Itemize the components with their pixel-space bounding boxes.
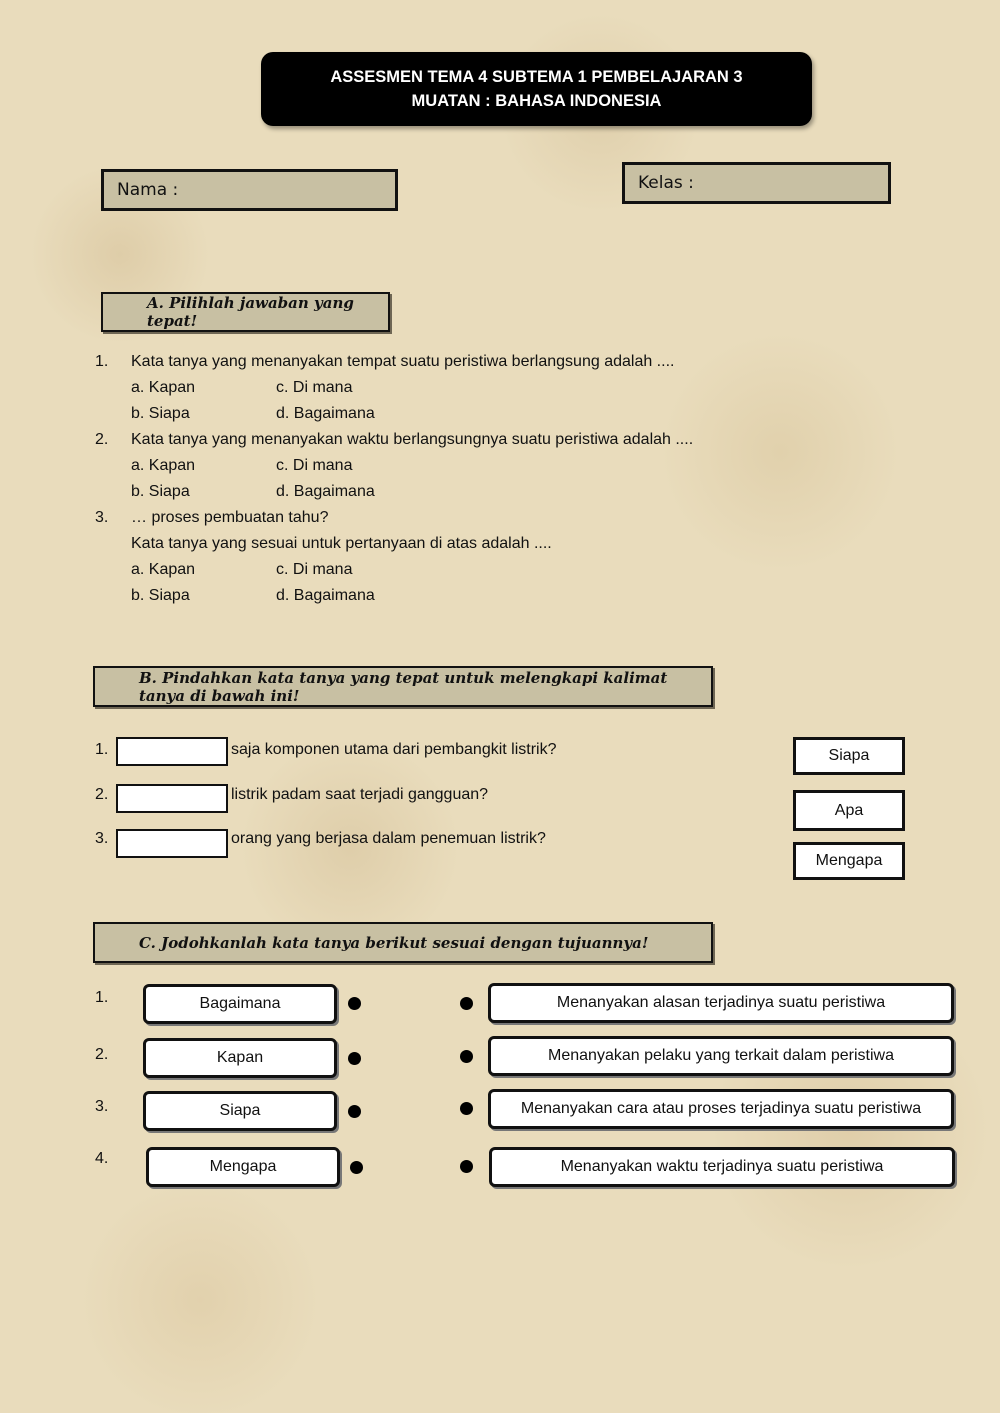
match-right-1[interactable] xyxy=(488,983,954,1023)
match-left-mengapa[interactable] xyxy=(146,1147,340,1187)
question-text: Kata tanya yang menanyakan tempat suatu peristiwa berlangsung adalah .... xyxy=(131,353,675,370)
class-label: Kelas : xyxy=(638,173,694,193)
word-label: Siapa xyxy=(828,747,870,764)
drop-slot-1[interactable] xyxy=(116,737,228,766)
option-c[interactable]: c. Di mana xyxy=(276,457,353,474)
fill-item-text: orang yang berjasa dalam penemuan listrik? xyxy=(231,830,546,847)
connector-dot-right-2[interactable] xyxy=(460,1050,473,1063)
question-text: … proses pembuatan tahu? xyxy=(131,509,329,526)
connector-dot-right-4[interactable] xyxy=(460,1160,473,1173)
match-left-label: Kapan xyxy=(216,1049,264,1066)
section-b-heading xyxy=(93,666,713,707)
question-number: 1. xyxy=(95,353,109,370)
connector-dot-left-1[interactable] xyxy=(348,997,361,1010)
draggable-word-siapa[interactable] xyxy=(793,737,905,775)
item-number: 1. xyxy=(95,741,109,758)
match-left-label: Siapa xyxy=(219,1102,261,1119)
item-number: 1. xyxy=(95,989,109,1006)
item-number: 2. xyxy=(95,786,109,803)
match-left-siapa[interactable] xyxy=(143,1091,337,1131)
name-label: Nama : xyxy=(117,180,179,200)
section-a-heading xyxy=(101,292,390,332)
fill-item-text: saja komponen utama dari pembangkit listrik? xyxy=(231,741,557,758)
section-c-heading xyxy=(93,922,713,963)
option-d[interactable]: d. Bagaimana xyxy=(276,405,375,422)
option-b[interactable]: b. Siapa xyxy=(131,405,190,422)
drop-slot-2[interactable] xyxy=(116,784,228,813)
option-b[interactable]: b. Siapa xyxy=(131,483,190,500)
match-right-2[interactable] xyxy=(488,1036,954,1076)
match-right-4[interactable] xyxy=(489,1147,955,1187)
item-number: 2. xyxy=(95,1046,109,1063)
word-label: Apa xyxy=(834,801,864,819)
connector-dot-left-3[interactable] xyxy=(348,1105,361,1118)
connector-dot-right-1[interactable] xyxy=(460,997,473,1010)
section-a-heading-text: A. Pilihlah jawaban yang tepat! xyxy=(147,294,354,330)
match-left-label: Bagaimana xyxy=(199,995,281,1012)
connector-dot-right-3[interactable] xyxy=(460,1102,473,1115)
match-right-label: Menanyakan alasan terjadinya suatu peristiwa xyxy=(556,994,886,1011)
title-line-1: ASSESMEN TEMA 4 SUBTEMA 1 PEMBELAJARAN 3 xyxy=(330,68,743,86)
name-field[interactable] xyxy=(101,169,398,211)
connector-dot-left-2[interactable] xyxy=(348,1052,361,1065)
question-number: 2. xyxy=(95,431,109,448)
item-number: 3. xyxy=(95,830,109,847)
match-left-kapan[interactable] xyxy=(143,1038,337,1078)
option-a[interactable]: a. Kapan xyxy=(131,457,196,474)
fill-item-text: listrik padam saat terjadi gangguan? xyxy=(231,786,489,803)
item-number: 4. xyxy=(95,1150,109,1167)
question-number: 3. xyxy=(95,509,109,526)
word-label: Mengapa xyxy=(815,852,883,869)
draggable-word-apa[interactable] xyxy=(793,790,905,831)
match-right-label: Menanyakan cara atau proses terjadinya suatu peristiwa xyxy=(520,1100,922,1117)
title-banner xyxy=(261,52,812,126)
option-a[interactable]: a. Kapan xyxy=(131,561,196,578)
option-d[interactable]: d. Bagaimana xyxy=(276,483,375,500)
connector-dot-left-4[interactable] xyxy=(350,1161,363,1174)
section-c-heading-text: C. Jodohkanlah kata tanya berikut sesuai dengan tujuannya! xyxy=(139,933,649,952)
class-field[interactable] xyxy=(622,162,891,204)
option-c[interactable]: c. Di mana xyxy=(276,561,353,578)
item-number: 3. xyxy=(95,1098,109,1115)
title-line-2: MUATAN : BAHASA INDONESIA xyxy=(411,92,662,110)
drop-slot-3[interactable] xyxy=(116,829,228,858)
match-right-label: Menanyakan waktu terjadinya suatu peristiwa xyxy=(560,1158,884,1175)
option-b[interactable]: b. Siapa xyxy=(131,587,190,604)
option-c[interactable]: c. Di mana xyxy=(276,379,353,396)
section-b-heading-text: B. Pindahkan kata tanya yang tepat untuk melengkapi kalimat tanya di bawah ini! xyxy=(139,668,668,705)
match-right-label: Menanyakan pelaku yang terkait dalam peristiwa xyxy=(548,1047,894,1064)
option-a[interactable]: a. Kapan xyxy=(131,379,196,396)
draggable-word-mengapa[interactable] xyxy=(793,842,905,880)
match-left-label: Mengapa xyxy=(209,1158,277,1175)
match-left-bagaimana[interactable] xyxy=(143,984,337,1024)
question-text: Kata tanya yang sesuai untuk pertanyaan di atas adalah .... xyxy=(131,535,552,552)
option-d[interactable]: d. Bagaimana xyxy=(276,587,375,604)
match-right-3[interactable] xyxy=(488,1089,954,1129)
question-text: Kata tanya yang menanyakan waktu berlangsungnya suatu peristiwa adalah .... xyxy=(131,431,694,448)
